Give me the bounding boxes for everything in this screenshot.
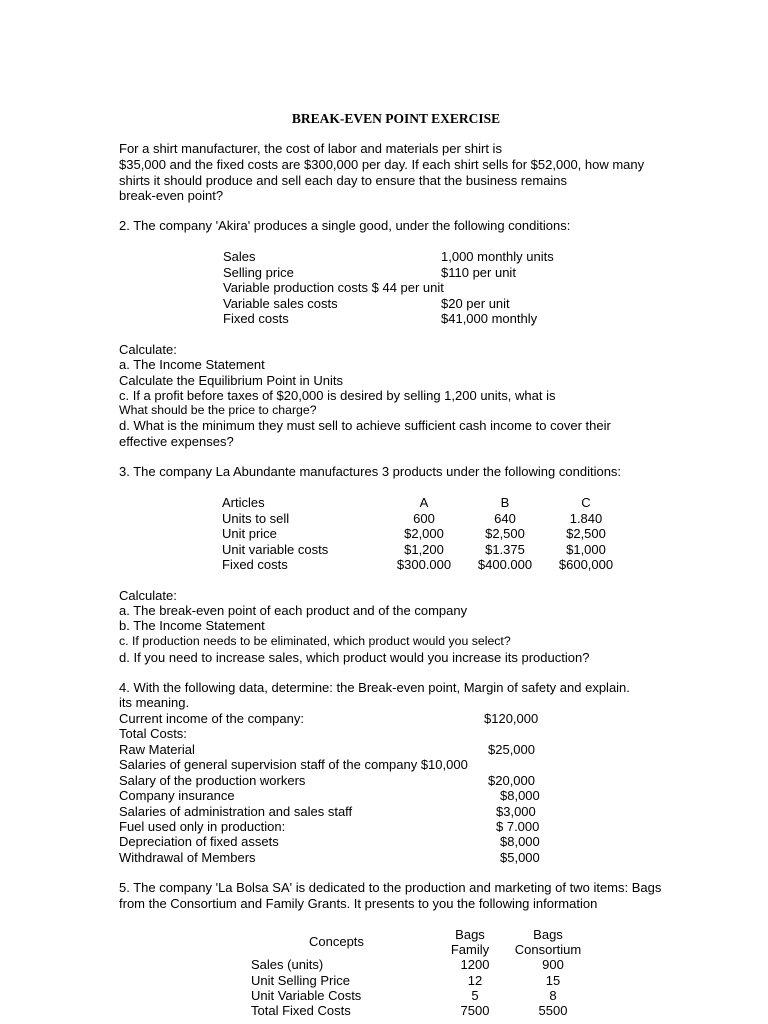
ex3-calc-line: c. If production needs to be eliminated, which product would you select? <box>119 634 511 648</box>
ex2-row-label: Fixed costs <box>223 311 289 326</box>
ex3-cell: $400.000 <box>477 557 533 572</box>
ex3-cell: 640 <box>494 511 516 526</box>
ex5-cell: 7500 <box>460 1003 490 1018</box>
page-title: BREAK-EVEN POINT EXERCISE <box>291 111 501 126</box>
ex5-cell: Sales (units) <box>251 957 324 972</box>
ex5-cell: 900 <box>542 957 564 972</box>
ex5-intro: 5. The company 'La Bolsa SA' is dedicated to the production and marketing of two items: Bags <box>119 880 662 895</box>
ex4-row-label: Withdrawal of Members <box>119 850 256 865</box>
ex2-row-label: Selling price <box>223 265 294 280</box>
ex4-row-label: Salary of the production workers <box>119 773 306 788</box>
ex2-row-label: Variable sales costs <box>223 296 338 311</box>
ex5-cell: 5 <box>471 988 479 1003</box>
ex3-header-label: Articles <box>222 495 265 510</box>
ex2-calc-line: a. The Income Statement <box>119 357 265 372</box>
ex2-calc-line: What should be the price to charge? <box>119 403 317 417</box>
ex5-concepts-header: Concepts <box>309 934 364 949</box>
ex5-cell: 15 <box>545 973 561 988</box>
ex3-header-c: C <box>581 495 591 510</box>
ex2-calc-line: Calculate the Equilibrium Point in Units <box>119 373 343 388</box>
ex5-col2-header: Consortium <box>514 942 582 957</box>
ex5-cell: 12 <box>467 973 483 988</box>
ex2-row-value: $41,000 monthly <box>441 311 538 326</box>
ex4-row-label: Raw Material <box>119 742 195 757</box>
ex3-cell: $1,200 <box>404 542 444 557</box>
ex2-row-value: $110 per unit <box>441 265 516 280</box>
ex4-row-value: $120,000 <box>484 711 539 726</box>
ex1-line: For a shirt manufacturer, the cost of labor and materials per shirt is <box>119 141 502 156</box>
ex4-row-label: Salaries of general supervision staff of the company $10,000 <box>119 757 468 772</box>
ex2-calc-line: d. What is the minimum they must sell to achieve sufficient cash income to cover their <box>119 418 611 433</box>
ex2-calc-line: effective expenses? <box>119 434 234 449</box>
ex4-row-label: Total Costs: <box>119 726 187 741</box>
ex4-row-value: $25,000 <box>488 742 535 757</box>
ex4-row-value: $8,000 <box>500 834 540 849</box>
ex2-intro: 2. The company 'Akira' produces a single good, under the following conditions: <box>119 218 571 233</box>
ex4-row-label: Company insurance <box>119 788 235 803</box>
ex2-row-value: 1,000 monthly units <box>441 249 554 264</box>
ex4-intro: 4. With the following data, determine: the Break-even point, Margin of safety and explain. <box>119 680 630 695</box>
ex5-cell: 1200 <box>460 957 490 972</box>
ex4-intro: its meaning. <box>119 695 190 710</box>
ex3-cell: 600 <box>413 511 435 526</box>
ex3-calc-line: d. If you need to increase sales, which product would you increase its production? <box>119 650 590 665</box>
ex2-calc-line: c. If a profit before taxes of $20,000 is desired by selling 1,200 units, what is <box>119 388 556 403</box>
ex5-cell: Total Fixed Costs <box>251 1003 351 1018</box>
ex4-row-label: Depreciation of fixed assets <box>119 834 279 849</box>
ex1-line: $35,000 and the fixed costs are $300,000 per day. If each shirt sells for $52,000, how many <box>119 157 645 172</box>
ex3-header-a: A <box>419 495 429 510</box>
ex3-cell: Unit price <box>222 526 277 541</box>
ex3-cell: $2,500 <box>485 526 525 541</box>
ex2-row-label: Sales <box>223 249 256 264</box>
ex4-row-value: $20,000 <box>488 773 535 788</box>
ex3-cell: Unit variable costs <box>222 542 329 557</box>
ex4-row-label: Current income of the company: <box>119 711 304 726</box>
ex4-row-value: $5,000 <box>500 850 540 865</box>
ex3-calc-line: a. The break-even point of each product and of the company <box>119 603 468 618</box>
ex3-cell: $1,000 <box>566 542 606 557</box>
ex2-row-label: Variable production costs $ 44 per unit <box>223 280 444 295</box>
ex5-col2-header: Bags <box>533 927 563 942</box>
ex2-row-value: $20 per unit <box>441 296 510 311</box>
ex3-cell: $1.375 <box>485 542 525 557</box>
ex5-col1-header: Family <box>450 942 490 957</box>
ex5-cell: Unit Variable Costs <box>251 988 362 1003</box>
ex3-cell: $600,000 <box>558 557 614 572</box>
ex3-calc-line: b. The Income Statement <box>119 618 265 633</box>
ex3-cell: Fixed costs <box>222 557 288 572</box>
ex3-cell: 1.840 <box>569 511 603 526</box>
ex1-line: shirts it should produce and sell each day to ensure that the business remains <box>119 173 568 188</box>
ex4-row-label: Salaries of administration and sales staff <box>119 804 353 819</box>
ex4-row-value: $8,000 <box>500 788 540 803</box>
ex3-header-b: B <box>500 495 510 510</box>
ex4-row-value: $ 7.000 <box>496 819 540 834</box>
ex5-col1-header: Bags <box>455 927 485 942</box>
ex1-line: break-even point? <box>119 188 224 203</box>
ex3-cell: $2,000 <box>404 526 444 541</box>
ex3-cell: $2,500 <box>566 526 606 541</box>
ex3-cell: $300.000 <box>396 557 452 572</box>
ex4-row-value: $3,000 <box>496 804 536 819</box>
ex5-cell: Unit Selling Price <box>251 973 350 988</box>
ex5-cell: 5500 <box>538 1003 568 1018</box>
ex3-intro: 3. The company La Abundante manufactures 3 products under the following conditions: <box>119 464 622 479</box>
ex3-calc-line: Calculate: <box>119 588 177 603</box>
ex5-intro: from the Consortium and Family Grants. It presents to you the following information <box>119 896 598 911</box>
ex2-calc-line: Calculate: <box>119 342 177 357</box>
ex4-row-label: Fuel used only in production: <box>119 819 286 834</box>
ex5-cell: 8 <box>549 988 557 1003</box>
ex3-cell: Units to sell <box>222 511 290 526</box>
